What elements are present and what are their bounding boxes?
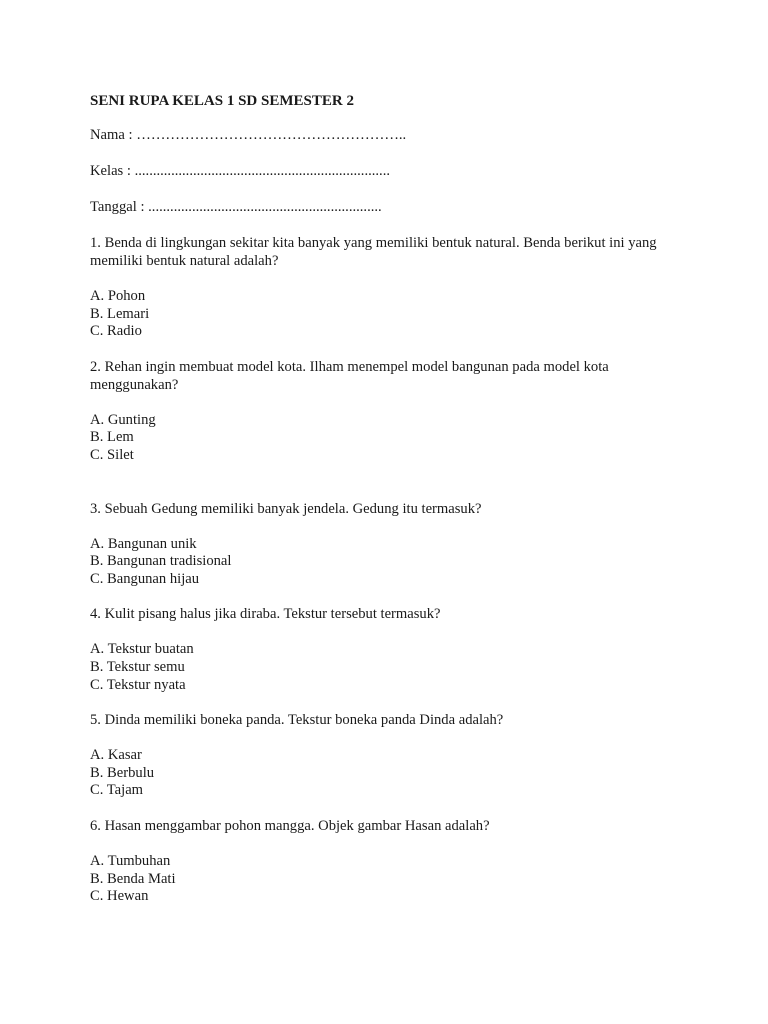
spacer xyxy=(90,482,690,500)
field-blank: ……………………………………………….. xyxy=(136,127,407,143)
question-5: 5. Dinda memiliki boneka panda. Tekstur boneka panda Dinda adalah? xyxy=(90,712,504,729)
field-blank: ................................................................ xyxy=(148,199,382,215)
option-a: A. Tekstur buatan xyxy=(90,641,194,658)
option-a: A. Kasar xyxy=(90,747,142,764)
question-3-options xyxy=(90,536,690,589)
question-2: 2. Rehan ingin membuat model kota. Ilham menempel model bangunan pada model kota menggunakan? xyxy=(90,358,609,393)
option-c: C. Hewan xyxy=(90,888,149,905)
option-a: A. Tumbuhan xyxy=(90,852,171,869)
question-2-options xyxy=(90,412,690,465)
question-3: 3. Sebuah Gedung memiliki banyak jendela. Gedung itu termasuk? xyxy=(90,500,482,517)
question-1-options xyxy=(90,288,690,341)
question-4-options xyxy=(90,641,690,694)
question-4: 4. Kulit pisang halus jika diraba. Tekstur tersebut termasuk? xyxy=(90,606,441,623)
option-b: B. Lem xyxy=(90,429,134,446)
question-6: 6. Hasan menggambar pohon mangga. Objek gambar Hasan adalah? xyxy=(90,817,490,834)
option-b: B. Tekstur semu xyxy=(90,658,185,675)
option-c: C. Tekstur nyata xyxy=(90,676,186,693)
option-b: B. Berbulu xyxy=(90,764,155,781)
option-c: C. Bangunan hijau xyxy=(90,570,200,587)
field-separator: : xyxy=(123,163,135,179)
field-label: Tanggal xyxy=(90,199,137,215)
field-blank: ...................................................................... xyxy=(134,163,390,179)
page-title: SENI RUPA KELAS 1 SD SEMESTER 2 xyxy=(90,93,354,109)
worksheet-page xyxy=(90,92,690,923)
option-c: C. Radio xyxy=(90,323,142,340)
option-b: B. Bangunan tradisional xyxy=(90,553,232,570)
field-separator: : xyxy=(136,199,149,215)
question-5-options xyxy=(90,747,690,800)
field-separator: : xyxy=(124,127,137,143)
option-c: C. Silet xyxy=(90,446,134,463)
class-field xyxy=(90,162,690,180)
option-a: A. Pohon xyxy=(90,288,146,304)
question-6-options xyxy=(90,853,690,906)
option-a: A. Bangunan unik xyxy=(90,535,197,552)
field-label: Kelas xyxy=(90,163,124,179)
name-field xyxy=(90,126,690,144)
option-b: B. Benda Mati xyxy=(90,870,176,887)
date-field xyxy=(90,198,690,216)
option-b: B. Lemari xyxy=(90,305,150,322)
option-a: A. Gunting xyxy=(90,411,156,428)
option-c: C. Tajam xyxy=(90,782,144,799)
question-1: 1. Benda di lingkungan sekitar kita banyak yang memiliki bentuk natural. Benda berikut ini yang memiliki bentuk natural adalah? xyxy=(90,235,657,269)
field-label: Nama xyxy=(90,127,125,143)
